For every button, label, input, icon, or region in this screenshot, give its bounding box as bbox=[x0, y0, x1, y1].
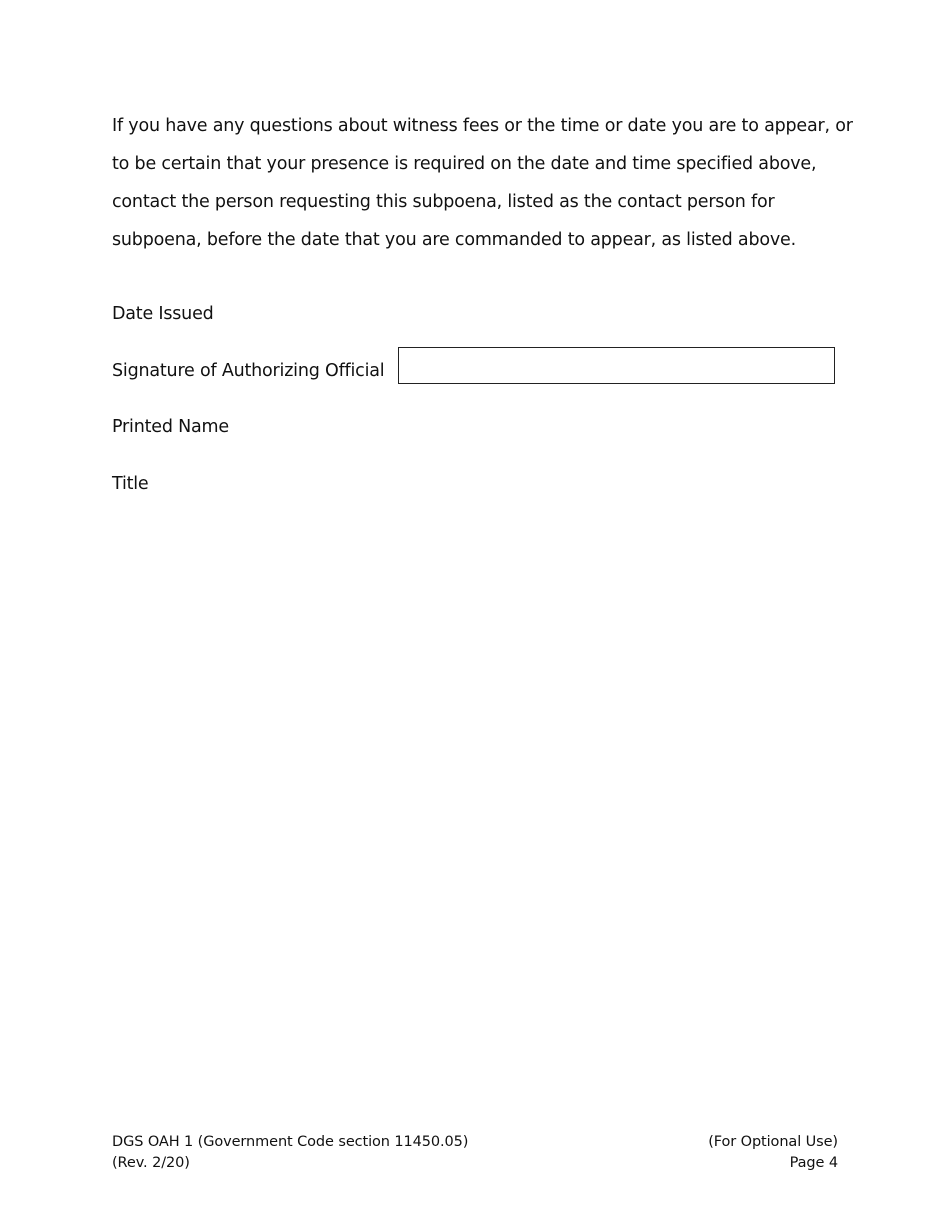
instructions-paragraph bbox=[112, 107, 853, 259]
footer-page-info bbox=[708, 1132, 838, 1174]
printed-name-label: Printed Name bbox=[112, 417, 229, 437]
signature-label: Signature of Authorizing Official bbox=[112, 361, 385, 381]
paragraph-line: If you have any questions about witness fees or the time or date you are to appear, or bbox=[112, 116, 853, 136]
date-issued-label: Date Issued bbox=[112, 304, 214, 324]
title-label: Title bbox=[112, 474, 149, 494]
footer-form-info bbox=[112, 1132, 468, 1174]
footer-optional-use: (For Optional Use) bbox=[708, 1134, 838, 1150]
paragraph-line: subpoena, before the date that you are commanded to appear, as listed above. bbox=[112, 230, 796, 250]
paragraph-line: to be certain that your presence is required on the date and time specified above, bbox=[112, 154, 817, 174]
footer-page-number: Page 4 bbox=[789, 1155, 838, 1171]
footer-revision: (Rev. 2/20) bbox=[112, 1155, 190, 1171]
signature-field[interactable] bbox=[398, 347, 835, 384]
footer-form-id: DGS OAH 1 (Government Code section 11450.05) bbox=[112, 1134, 469, 1150]
paragraph-line: contact the person requesting this subpoena, listed as the contact person for bbox=[112, 192, 775, 212]
